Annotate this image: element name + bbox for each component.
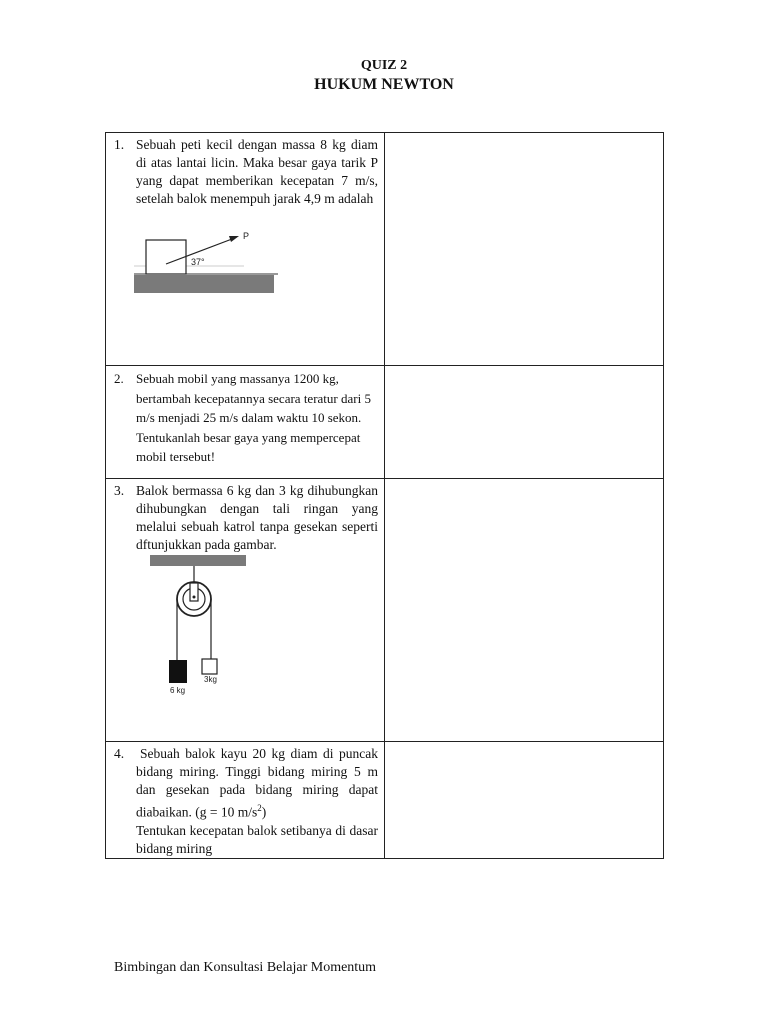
pulley-diagram [150,555,260,700]
question-text-4-close-paren: ) [261,804,267,820]
question-text-4-part-1: Sebuah balok kayu 20 kg diam di puncak bidang miring. Tinggi bidang miring 5 m dan gesekan pada bidang miring dapat diabaikan. (g = 10 m/s [136,746,378,820]
question-number-3: 3. [114,483,125,498]
quiz-label: QUIZ 2 [360,58,408,73]
footer-text: Bimbingan dan Konsultasi Belajar Momentum [114,960,377,975]
question-text-3: Balok bermassa 6 kg dan 3 kg dihubungkan dihubungkan dengan tali ringan yang melalui sebuah katrol tanpa gesekan seperti dftunjukkan pada gambar. [136,483,378,552]
answer-cell-2 [385,366,664,479]
mass-6kg [169,660,187,683]
question-row-1 [106,133,664,366]
pulley-center [193,596,196,599]
question-text-4-part-2: Tentukan kecepatan balok setibanya di dasar bidang miring [136,822,378,856]
floor-surface [134,275,274,293]
answer-cell-4 [385,742,664,859]
ceiling-beam [150,555,246,566]
question-text-2: Sebuah mobil yang massanya 1200 kg, bertambah kecepatannya secara teratur dari 5 m/s menjadi 25 m/s dalam waktu 10 sekon. Tentukanlah besar gaya yang mempercepat mobil tersebut! [136,371,371,464]
question-cell-1 [106,133,385,366]
question-text-1: Sebuah peti kecil dengan massa 8 kg diam di atas lantai licin. Maka besar gaya tarik P yang dapat memberikan kecepatan 7 m/s, setelah balok menempuh jarak 4,9 m adalah [136,137,378,206]
question-row-2 [106,366,664,479]
quiz-table [105,132,664,859]
force-label: P [243,231,250,241]
question-cell-4 [106,742,385,859]
answer-cell-1 [385,133,664,366]
superscript-2: 2 [257,803,262,813]
question-number-4: 4. [114,746,125,761]
mass-left-label: 6 kg [170,686,186,695]
question-row-4 [106,742,664,859]
arrow-head [229,236,239,242]
box [146,240,186,274]
question-cell-2 [106,366,385,479]
question-row-3 [106,479,664,742]
answer-cell-3 [385,479,664,742]
page-title: HUKUM NEWTON [314,76,454,93]
mass-3kg [202,659,217,674]
question-cell-3 [106,479,385,742]
box-incline-force-diagram [132,226,292,296]
question-number-1: 1. [114,137,125,152]
question-text-4 [136,745,378,858]
mass-right-label: 3kg [204,675,217,684]
question-number-2: 2. [114,371,124,386]
angle-label: 37° [191,257,205,267]
